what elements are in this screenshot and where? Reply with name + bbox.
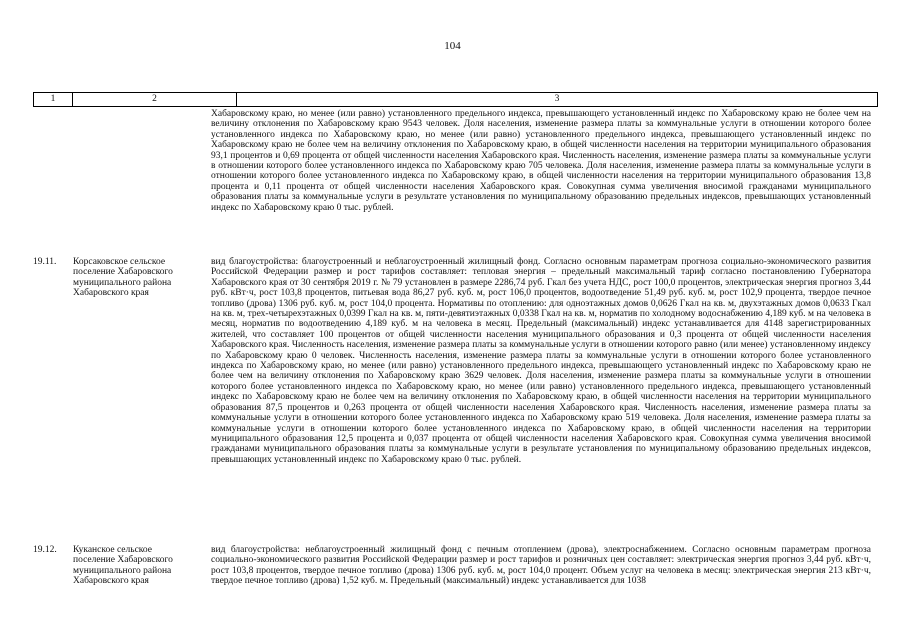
header-col-2: 2: [73, 93, 237, 106]
row-text: вид благоустройства: неблагоустроенный жилищный фонд с печным отоплением (дрова), электроснабжением. Согласно основным параметрам прогноза социально-экономического развития Российской Федерации размер и рост тарифов и розничных цен составляет: электрическая энергия прогноз 3,44 руб. кВт·ч, рост 103,8 процентов, твердое печное топливо (дрова) 1306 руб. куб. м, рост 104,0 процент. Объем услуг на человека в месяц: электрическая энергия 213 кВт·ч, твердое печное топливо (дрова) 1,52 куб. м. Предельный (максимальный) индекс устанавливается для 1038: [211, 545, 871, 587]
municipality-name: Корсаковское сельское поселение Хабаровского муниципального района Хабаровского края: [73, 257, 173, 299]
header-col-3: 3: [554, 94, 560, 104]
page-number: 104: [444, 40, 461, 52]
municipality-name: Куканское сельское поселение Хабаровского муниципального района Хабаровского края: [73, 545, 173, 587]
header-col-1: 1: [34, 93, 73, 106]
table-header: [33, 92, 878, 107]
continuation-text: Хабаровскому краю, но менее (или равно) установленного предельного индекса, превышающего установленный индекс по Хабаровскому краю не более чем на величину отклонения по Хабаровскому краю 9543 человек. Доля населения, изменение размера платы за коммунальные услуги в отношении которого более установленного индекса по Хабаровскому краю, но менее (или равно) установленного предельного индекса, превышающего установленный индекс по Хабаровскому краю не более чем на величину отклонения по Хабаровскому краю, в общей численности населения на территории муниципального образования 93,1 процентов и 0,69 процента от общей численности населения Хабаровского края. Численность населения, изменение размера платы за коммунальные услуги в отношении которого более установленного индекса по Хабаровскому краю 705 человека. Доля населения, изменение размера платы за коммунальные услуги в отношении которого более установленного индекса по Хабаровскому краю, в общей численности населения на территории муниципального образования 13,8 процента и 0,11 процента от общей численности населения Хабаровского края. Совокупная сумма увеличения вносимой гражданами муниципального образования платы за коммунальные услуги в результате установления по муниципальному образованию предельных индексов, превышающих установленный индекс по Хабаровскому краю 0 тыс. рублей.: [211, 109, 871, 213]
row-number: 19.12.: [33, 545, 57, 555]
row-number: 19.11.: [33, 257, 57, 267]
row-text: вид благоустройства: благоустроенный и неблагоустроенный жилищный фонд. Согласно основным параметрам прогноза социально-экономического развития Российской Федерации размер и рост тарифов составляет: тепловая энергия – предельный максимальный тариф согласно постановлению Губернатора Хабаровского края от 30 сентября 2019 г. № 79 установлен в размере 2286,74 руб. Гкал без учета НДС, рост 100,0 процентов, электрическая энергия прогноз 3,44 руб. кВт·ч, рост 103,8 процентов, питьевая вода 86,27 руб. куб. м, рост 106,0 процентов, водоотведение 51,49 руб. куб. м, рост 102,9 процента, твердое печное топливо (дрова) 1306 руб. куб. м, рост 104,0 процента. Нормативы по отоплению: для одноэтажных домов 0,0626 Гкал на кв. м, двухэтажных домов 0,0633 Гкал на кв. м, трех-четырехэтажных 0,0399 Гкал на кв. м, пяти-девятиэтажных 0,0338 Гкал на кв. м, норматив по холодному водоснабжению 4,189 куб. м на человека в месяц, норматив по водоотведению 4,189 куб. м на человека в месяц. Предельный (максимальный) индекс устанавливается для 4148 зарегистрированных жителей, что составляет 100 процентов от общей численности населения муниципального образования и 0,3 процента от общей численности населения Хабаровского края. Численность населения, изменение размера платы за коммунальные услуги в отношении которого равно (или менее) установленному индексу по Хабаровскому краю 0 человек. Численность населения, изменение размера платы за коммунальные услуги в отношении которого более установленного индекса по Хабаровскому краю, но менее (или равно) установленного предельного индекса, превышающего установленный индекс по Хабаровскому краю не более чем на величину отклонения по Хабаровскому краю 3629 человек. Доля населения, изменение размера платы за коммунальные услуги в отношении которого более установленного индекса по Хабаровскому краю, но менее (или равно) установленного предельного индекса, превышающего установленный индекс по Хабаровскому краю не более чем на величину отклонения по Хабаровскому краю, в общей численности населения на территории муниципального образования 87,5 процентов и 0,263 процента от общей численности населения Хабаровского края. Численность населения, изменение размера платы за коммунальные услуги в отношении которого более установленного индекса по Хабаровскому краю 519 человека. Доля населения, изменение размера платы за коммунальные услуги в отношении которого более установленного индекса по Хабаровскому краю, в общей численности населения на территории муниципального образования 12,5 процента и 0,037 процента от общей численности населения Хабаровского края. Совокупная сумма увеличения вносимой гражданами муниципального образования платы за коммунальные услуги в результате установления по муниципальному образованию предельных индексов, превышающих установленный индекс по Хабаровскому краю 0 тыс. рублей.: [211, 257, 871, 465]
